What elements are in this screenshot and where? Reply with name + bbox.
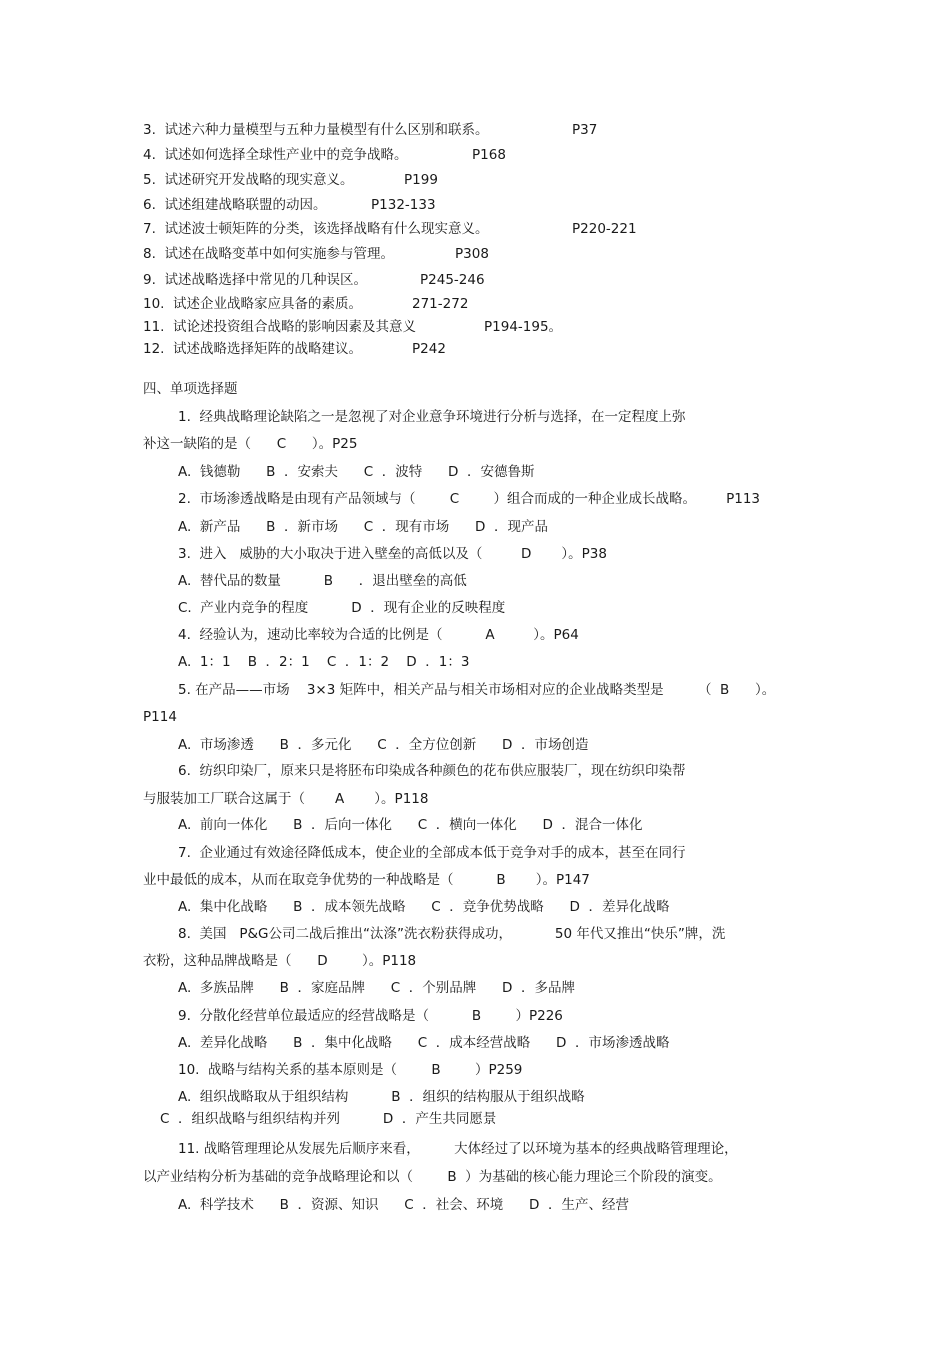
mc-question-3-options-ab: A. 替代品的数量 B ．退出壁垒的高低 (178, 573, 467, 589)
mc-question-5-options: A. 市场渗透 B ．多元化 C ．全方位创新 D ．市场创造 (178, 737, 589, 753)
essay-ref-5: P199 (404, 172, 438, 188)
essay-question-8: 8. 试述在战略变革中如何实施参与管理。 (143, 246, 394, 262)
essay-question-12: 12. 试述战略选择矩阵的战略建议。 (143, 341, 363, 357)
mc-question-10: 10. 战略与结构关系的基本原则是（ B ）P259 (178, 1062, 523, 1078)
essay-ref-9: P245-246 (420, 272, 485, 288)
mc-question-7-line-1: 7. 企业通过有效途径降低成本，使企业的全部成本低于竞争对手的成本，甚至在同行 (178, 845, 686, 861)
mc-question-4: 4. 经验认为，速动比率较为合适的比例是（ A ）。P64 (178, 627, 579, 643)
essay-ref-3: P37 (572, 122, 598, 138)
mc-question-11-line-2: 以产业结构分析为基础的竞争战略理论和以（ B ）为基础的核心能力理论三个阶段的演变。 (143, 1169, 722, 1185)
mc-question-6-line-2: 与服装加工厂联合这属于（ A ）。P118 (143, 791, 429, 807)
mc-question-10-options-ab: A. 组织战略取从于组织结构 B ．组织的结构服从于组织战略 (178, 1089, 585, 1105)
essay-question-4: 4. 试述如何选择全球性产业中的竞争战略。 (143, 147, 408, 163)
essay-ref-11: P194-195。 (484, 319, 563, 335)
mc-question-5-line-1: 5. 在产品——市场 3×3 矩阵中，相关产品与相关市场相对应的企业战略类型是 （ B ）。 (178, 682, 776, 698)
mc-question-3: 3. 进入 威胁的大小取决于进入壁垒的高低以及（ D ）。P38 (178, 546, 607, 562)
essay-question-9: 9. 试述战略选择中常见的几种误区。 (143, 272, 367, 288)
mc-question-8-options: A. 多族品牌 B ．家庭品牌 C ．个别品牌 D ．多品牌 (178, 980, 575, 996)
mc-question-1-line-2: 补这一缺陷的是（ C ）。P25 (143, 436, 358, 452)
mc-question-5-line-2: P114 (143, 709, 177, 725)
essay-question-5: 5. 试述研究开发战略的现实意义。 (143, 172, 354, 188)
mc-question-9-options: A. 差异化战略 B ．集中化战略 C ．成本经营战略 D ．市场渗透战略 (178, 1035, 670, 1051)
mc-question-11-options: A. 科学技术 B ．资源、知识 C ．社会、环境 D ．生产、经营 (178, 1197, 629, 1213)
mc-question-1-options: A. 钱德勒 B ．安索夫 C ．波特 D ．安德鲁斯 (178, 464, 535, 480)
mc-question-11-line-1: 11. 战略管理理论从发展先后顺序来看， 大体经过了以环境为基本的经典战略管理理论， (178, 1141, 738, 1157)
essay-question-3: 3. 试述六种力量模型与五种力量模型有什么区别和联系。 (143, 122, 489, 138)
essay-question-6: 6. 试述组建战略联盟的动因。 (143, 197, 327, 213)
mc-question-1-line-1: 1. 经典战略理论缺陷之一是忽视了对企业意争环境进行分析与选择，在一定程度上弥 (178, 409, 686, 425)
section-heading: 四、单项选择题 (143, 381, 238, 397)
mc-question-10-options-cd: C ．组织战略与组织结构并列 D ．产生共同愿景 (160, 1111, 497, 1127)
essay-question-11: 11. 试论述投资组合战略的影响因素及其意义 (143, 319, 417, 335)
essay-ref-10: 271-272 (412, 296, 469, 312)
essay-question-7: 7. 试述波士顿矩阵的分类，该选择战略有什么现实意义。 (143, 221, 489, 237)
mc-question-7-line-2: 业中最低的成本，从而在取竞争优势的一种战略是（ B ）。P147 (143, 872, 590, 888)
essay-ref-6: P132-133 (371, 197, 436, 213)
essay-ref-7: P220-221 (572, 221, 637, 237)
essay-ref-8: P308 (455, 246, 489, 262)
mc-question-6-options: A. 前向一体化 B ．后向一体化 C ．横向一体化 D ．混合一体化 (178, 817, 643, 833)
mc-question-4-options: A. 1：1 B ．2：1 C ．1：2 D ．1：3 (178, 654, 470, 670)
mc-question-2-options: A. 新产品 B ．新市场 C ．现有市场 D ．现产品 (178, 519, 548, 535)
mc-question-6-line-1: 6. 纺织印染厂，原来只是将胚布印染成各种颜色的花布供应服装厂，现在纺织印染帮 (178, 763, 686, 779)
essay-question-10: 10. 试述企业战略家应具备的素质。 (143, 296, 363, 312)
mc-question-7-options: A. 集中化战略 B ．成本领先战略 C ．竞争优势战略 D ．差异化战略 (178, 899, 670, 915)
essay-ref-12: P242 (412, 341, 446, 357)
mc-question-8-line-2: 衣粉，这种品牌战略是（ D ）。P118 (143, 953, 417, 969)
mc-question-8-line-1: 8. 美国 P&G公司二战后推出“汰涤”洗衣粉获得成功， 50 年代又推出“快乐”牌，洗 (178, 926, 726, 942)
mc-question-2: 2. 市场渗透战略是由现有产品领域与（ C ）组合而成的一种企业成长战略。 P113 (178, 491, 760, 507)
mc-question-9: 9. 分散化经营单位最适应的经营战略是（ B ）P226 (178, 1008, 563, 1024)
essay-ref-4: P168 (472, 147, 506, 163)
mc-question-3-options-cd: C. 产业内竞争的程度 D ．现有企业的反映程度 (178, 600, 506, 616)
